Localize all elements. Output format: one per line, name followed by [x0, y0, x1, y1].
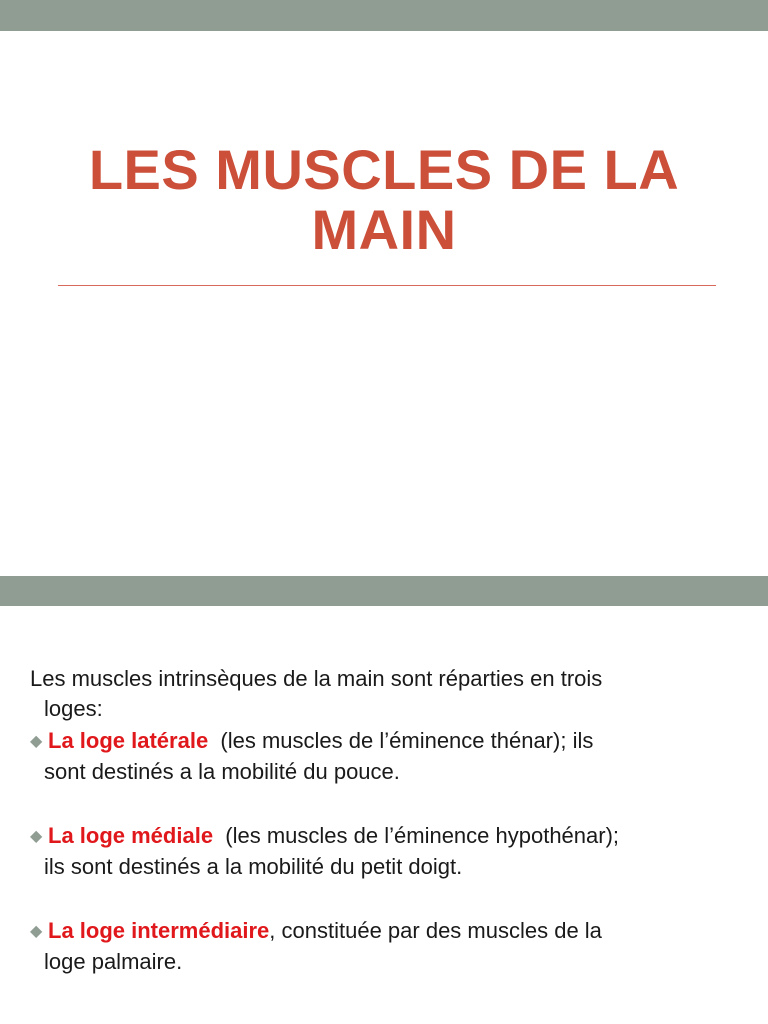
intro-line-2: loges:: [44, 696, 103, 721]
bullet-item-intermediaire: [30, 916, 740, 977]
bullet-text-line-2: loge palmaire.: [44, 949, 183, 974]
bullet-highlight: La loge latérale: [48, 728, 209, 753]
intro-line-1: Les muscles intrinsèques de la main sont réparties en trois: [30, 666, 603, 691]
slide-title: [40, 140, 728, 260]
title-divider: [58, 285, 716, 286]
bullet-highlight: La loge intermédiaire: [48, 918, 270, 943]
slide-top-bar: [0, 0, 768, 31]
intro-paragraph: [30, 664, 740, 724]
diamond-bullet-icon: ◆: [30, 923, 43, 940]
bullet-text-line-1: (les muscles de l’éminence thénar); ils: [208, 728, 594, 753]
bullet-text-line-1: , constituée par des muscles de la: [269, 918, 602, 943]
bullet-item-mediale: [30, 821, 740, 882]
bullet-text-line-2: ils sont destinés a la mobilité du petit doigt.: [44, 854, 463, 879]
slide-body: [30, 664, 740, 977]
slide-separator-bar: [0, 576, 768, 606]
bullet-text-line-1: (les muscles de l’éminence hypothénar);: [213, 823, 620, 848]
bullet-item-laterale: [30, 726, 740, 787]
diamond-bullet-icon: ◆: [30, 828, 43, 845]
diamond-bullet-icon: ◆: [30, 733, 43, 750]
slide-title-line-1: LES MUSCLES DE LA: [88, 138, 680, 201]
slide-title-line-2: MAIN: [311, 198, 457, 261]
bullet-text-line-2: sont destinés a la mobilité du pouce.: [44, 759, 400, 784]
bullet-highlight: La loge médiale: [48, 823, 214, 848]
